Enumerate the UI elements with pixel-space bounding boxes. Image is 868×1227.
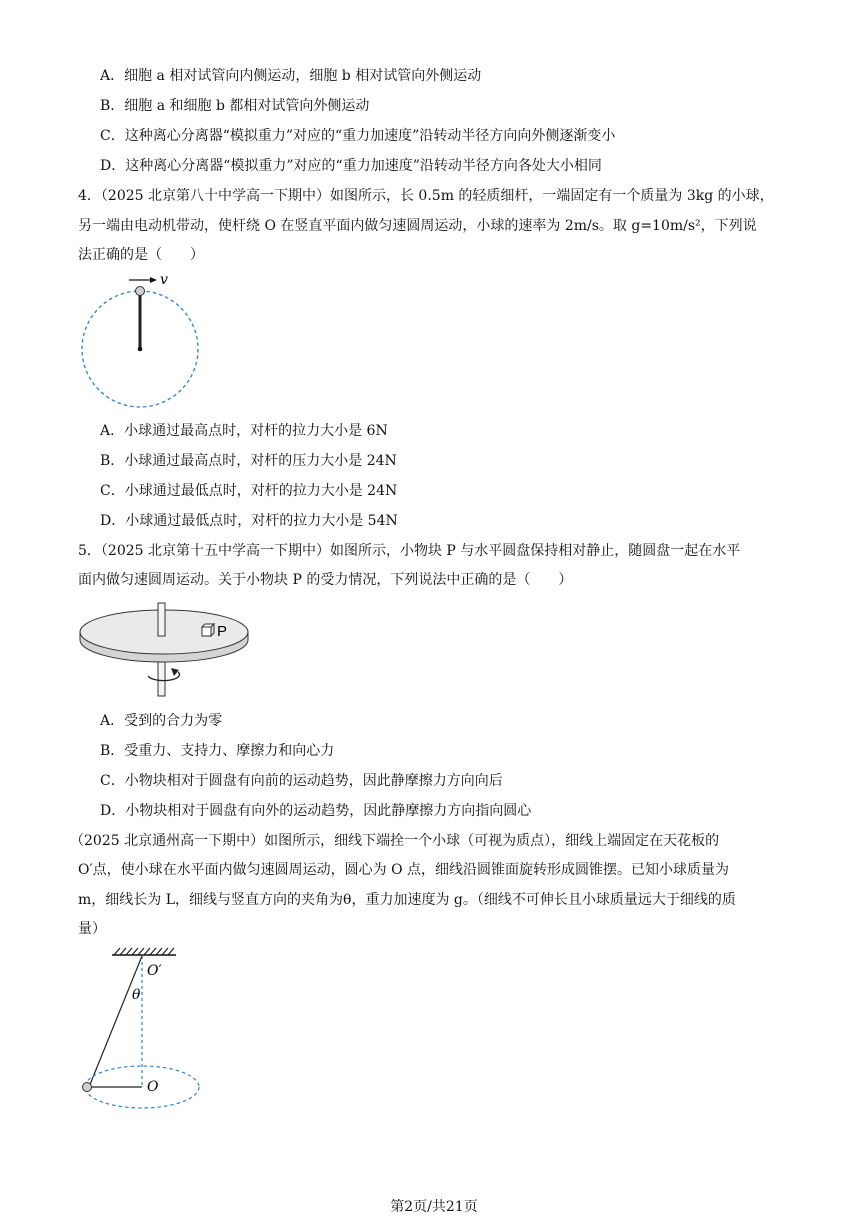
- q5-block-p: [202, 624, 214, 636]
- page-footer: 第2页/共21页: [390, 1199, 478, 1215]
- q6-ball: [83, 1083, 92, 1092]
- q6-label-o: O: [147, 1079, 159, 1095]
- q6-stem-line4: 量）: [78, 921, 106, 937]
- q3-option-b: B．细胞 a 和细胞 b 都相对试管向外侧运动: [100, 98, 370, 114]
- q6-stem-line1: （2025 北京通州高一下期中）如图所示，细线下端拴一个小球（可视为质点），细线上端固定在天花板的: [70, 833, 720, 849]
- q6-string: [89, 956, 142, 1087]
- q5-stem-line1: 5．（2025 北京第十五中学高一下期中）如图所示，小物块 P 与水平圆盘保持相对静止，随圆盘一起在水平: [78, 543, 741, 559]
- q4-option-a: A．小球通过最高点时，对杆的拉力大小是 6N: [100, 423, 388, 439]
- q5-option-a: A．受到的合力为零: [100, 713, 223, 729]
- q6-ceiling-hatch: [114, 948, 174, 955]
- q4-option-d: D．小球通过最低点时，对杆的拉力大小是 54N: [100, 513, 398, 529]
- q4-stem-line1: 4．（2025 北京第八十中学高一下期中）如图所示，长 0.5m 的轻质细杆，一端固定有一个质量为 3kg 的小球，: [78, 188, 774, 204]
- q5-option-c: C．小物块相对于圆盘有向前的运动趋势，因此静摩擦力方向向后: [100, 773, 503, 789]
- q4-option-b: B．小球通过最高点时，对杆的压力大小是 24N: [100, 453, 397, 469]
- q4-figure-circle-rod: [76, 268, 206, 412]
- q6-stem-line2: O′点，使小球在水平面内做匀速圆周运动，圆心为 O 点，细线沿圆锥面旋转形成圆锥摆。已知小球质量为: [78, 862, 730, 878]
- q5-axle-top: [158, 603, 165, 636]
- q4-axis-point: [138, 347, 143, 352]
- q5-option-b: B．受重力、支持力、摩擦力和向心力: [100, 743, 335, 759]
- q4-ball: [136, 287, 145, 296]
- q5-stem-line2: 面内做匀速圆周运动。关于小物块 P 的受力情况，下列说法中正确的是（ ）: [78, 572, 573, 588]
- q4-label-v: v: [160, 272, 168, 288]
- q6-label-theta: θ: [132, 987, 141, 1003]
- q4-stem-line3: 法正确的是（ ）: [78, 247, 204, 263]
- q3-option-c: C．这种离心分离器“模拟重力”对应的“重力加速度”沿转动半径方向向外侧逐渐变小: [100, 128, 616, 144]
- q5-option-d: D．小物块相对于圆盘有向外的运动趋势，因此静摩擦力方向指向圆心: [100, 803, 532, 819]
- q4-stem-line2: 另一端由电动机带动，使杆绕 O 在竖直平面内做匀速圆周运动，小球的速率为 2m/s。取 g=10m/s²，下列说: [78, 218, 757, 234]
- q6-label-o-prime: O′: [147, 963, 162, 979]
- q5-figure-turntable: [78, 600, 254, 700]
- q5-axle-bottom: [158, 662, 165, 696]
- q6-stem-line3: m，细线长为 L，细线与竖直方向的夹角为θ，重力加速度为 g。（细线不可伸长且小球质量远大于细线的质: [78, 892, 736, 908]
- q3-option-d: D．这种离心分离器“模拟重力”对应的“重力加速度”沿转动半径方向各处大小相同: [100, 158, 602, 174]
- q4-arrowhead: [150, 277, 157, 283]
- q4-option-c: C．小球通过最低点时，对杆的拉力大小是 24N: [100, 483, 398, 499]
- q5-label-p: P: [217, 623, 228, 640]
- q3-option-a: A．细胞 a 相对试管向内侧运动，细胞 b 相对试管向外侧运动: [100, 68, 482, 84]
- q6-figure-conical-pendulum: [78, 946, 208, 1114]
